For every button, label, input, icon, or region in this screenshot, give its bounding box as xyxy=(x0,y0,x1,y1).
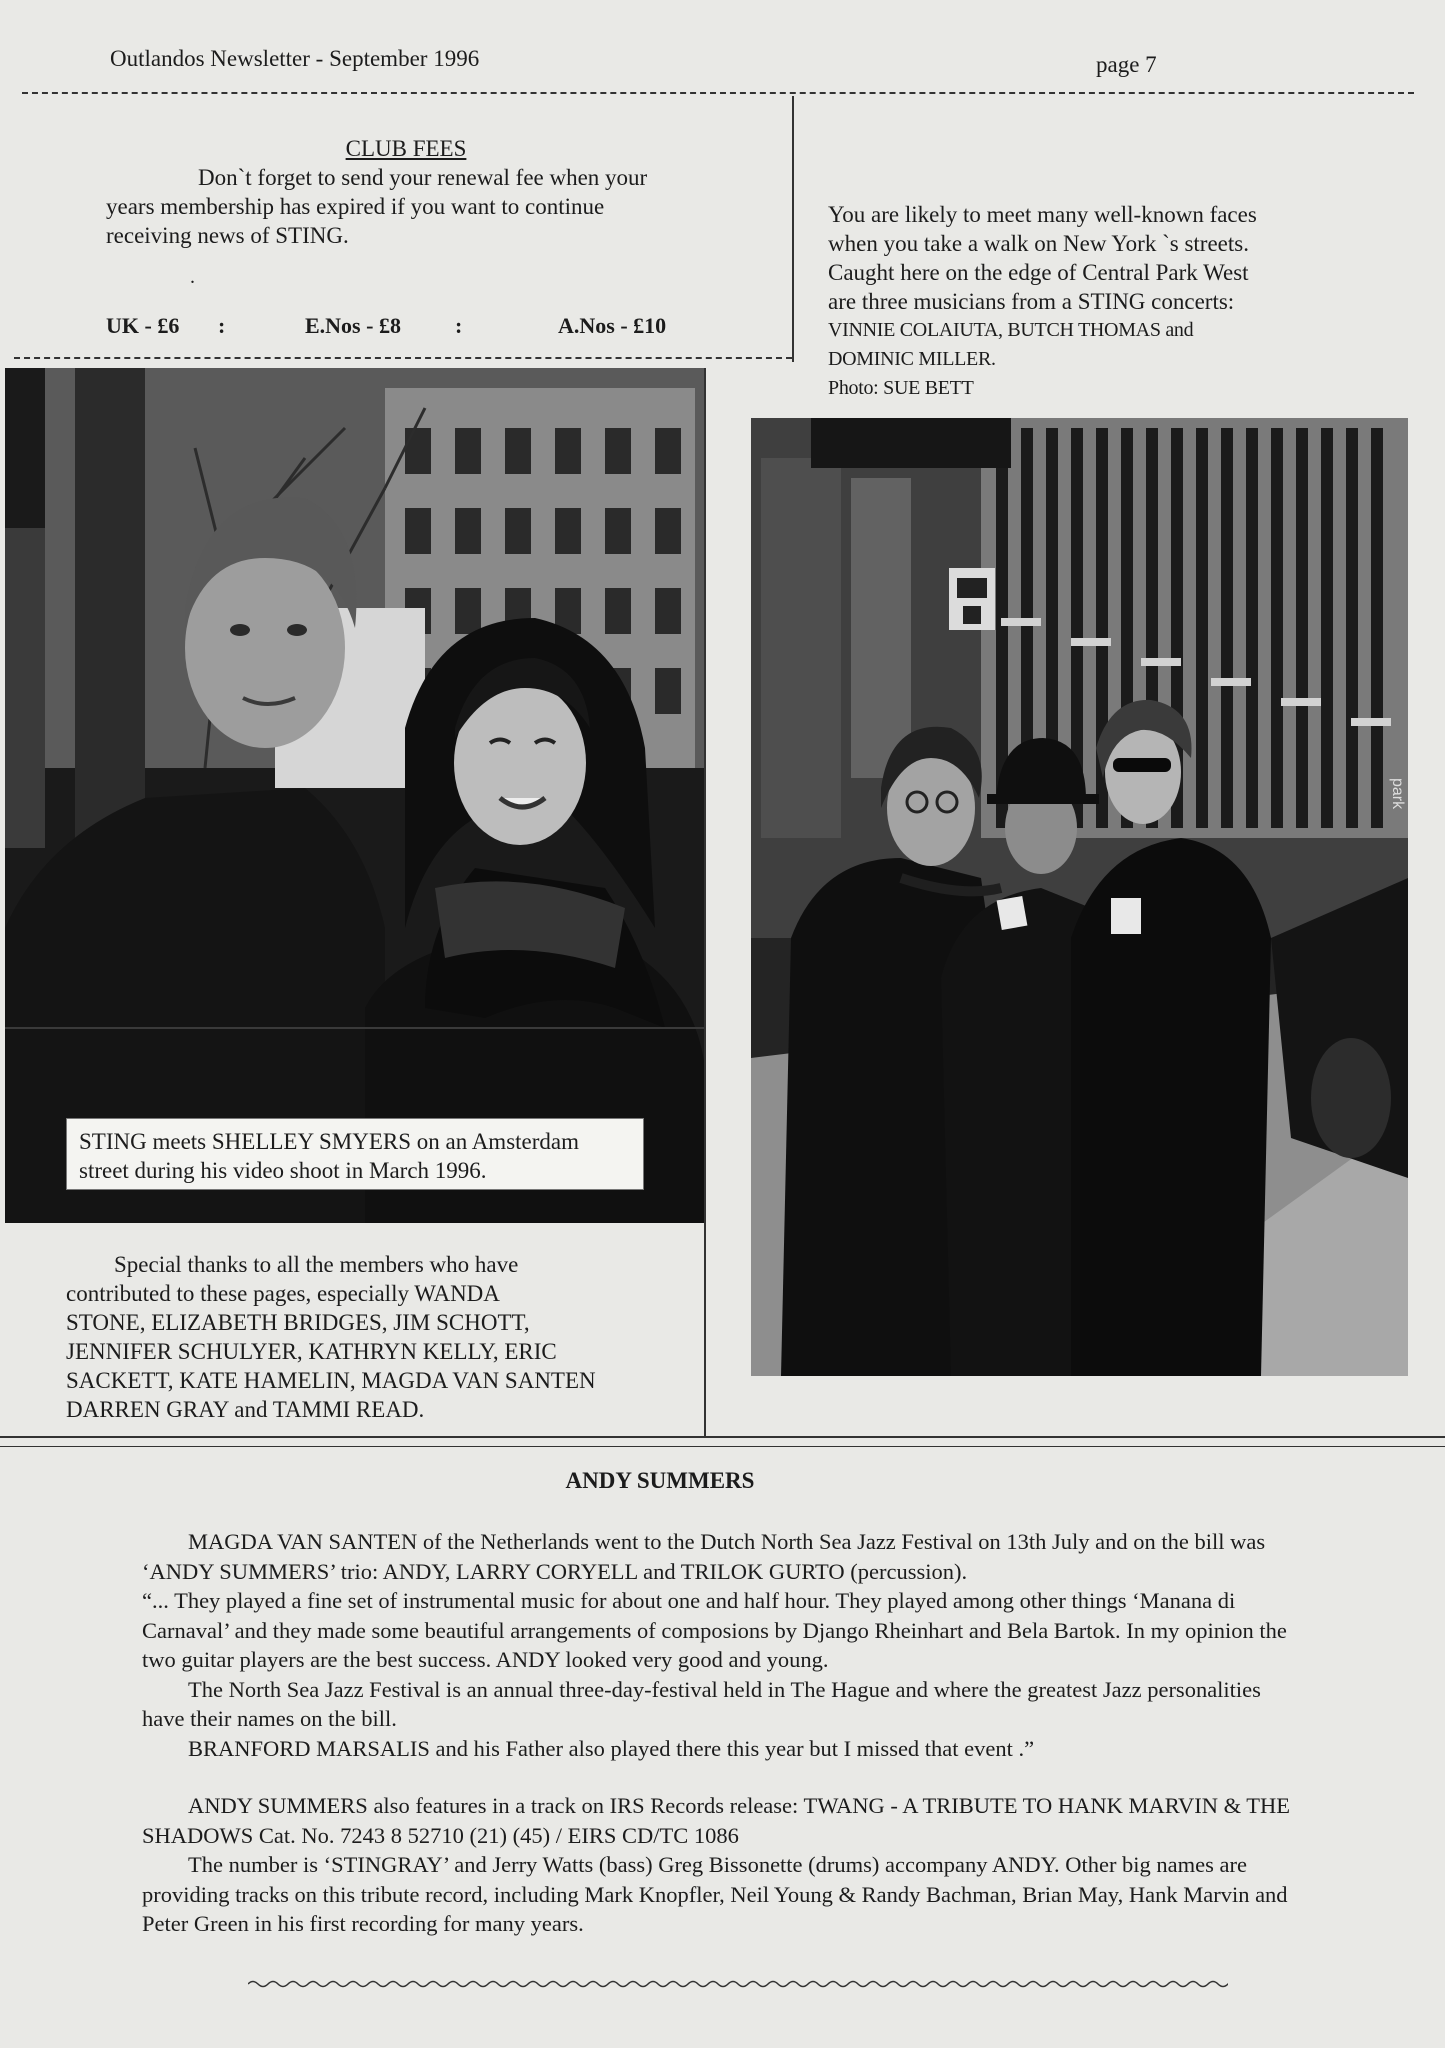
ny-caption-line-3: Caught here on the edge of Central Park West xyxy=(828,260,1249,285)
sting-caption-line-1: STING meets SHELLEY SMYERS on an Amsterdam xyxy=(79,1129,580,1154)
thanks-line-4: JENNIFER SCHULYER, KATHRYN KELLY, ERIC xyxy=(66,1339,557,1364)
article-paragraph-2: “... They played a fine set of instrumental music for about one and half hour. They played among other things ‘Manana di Carnaval’ and they made some beautiful arrangements of composions by Django Rheinhart and Bela Bartok. In my opinion the two guitar players are the best success. ANDY looked very good and young. xyxy=(142,1588,1287,1672)
article-paragraph-1: MAGDA VAN SANTEN of the Netherlands went to the Dutch North Sea Jazz Festival on 13th July and on the bill was ‘ANDY SUMMERS’ trio: ANDY, LARRY CORYELL and TRILOK GURTO (percussion). xyxy=(142,1529,1266,1584)
article-paragraph-3: The North Sea Jazz Festival is an annual three-day-festival held in The Hague and where the greatest Jazz personalities have their names on the bill. xyxy=(142,1676,1261,1731)
andy-summers-article xyxy=(142,1527,1299,1939)
thanks-line-3: STONE, ELIZABETH BRIDGES, JIM SCHOTT, xyxy=(66,1310,530,1335)
header-divider xyxy=(22,92,1414,94)
fee-separator-2: : xyxy=(455,313,463,338)
sting-photo-caption xyxy=(66,1118,644,1190)
sting-caption-line-2: street during his video shoot in March 1996. xyxy=(79,1158,487,1183)
photo-credit: Photo: SUE BETT xyxy=(828,377,974,399)
club-fees-bullet: . xyxy=(190,266,195,288)
article-paragraph-4: BRANFORD MARSALIS and his Father also played there this year but I missed that event .” xyxy=(188,1735,1035,1761)
club-fees-line-1: Don`t forget to send your renewal fee when your xyxy=(198,165,648,190)
ny-caption-names-2: DOMINIC MILLER. xyxy=(828,348,996,370)
article-paragraph-5: ANDY SUMMERS also features in a track on IRS Records release: TWANG - A TRIBUTE TO HANK MARVIN & THE SHADOWS Cat. No. 7243 8 52710 (21) (45) / EIRS CD/TC 1086 xyxy=(142,1793,1291,1848)
andy-summers-title: ANDY SUMMERS xyxy=(565,1468,755,1493)
club-fees-box xyxy=(106,134,706,250)
thanks-line-1: Special thanks to all the members who have xyxy=(114,1252,519,1277)
section-divider-2 xyxy=(0,1446,1445,1447)
ny-caption-line-1: You are likely to meet many well-known faces xyxy=(828,202,1257,227)
new-york-caption xyxy=(828,200,1338,403)
article-paragraph-6: The number is ‘STINGRAY’ and Jerry Watts (bass) Greg Bissonette (drums) accompany ANDY. Other big names are providing tracks on this tribute record, including Mark Knopfler, Neil Young & Randy Bachman, Brian May, Hank Marvin and Peter Green in his first recording for many years. xyxy=(142,1852,1288,1936)
fee-anos: A.Nos - £10 xyxy=(558,313,667,338)
club-fees-title: CLUB FEES xyxy=(345,136,467,161)
ny-caption-names-1: VINNIE COLAIUTA, BUTCH THOMAS and xyxy=(828,319,1194,341)
section-divider-1 xyxy=(0,1436,1445,1438)
special-thanks xyxy=(66,1250,666,1424)
top-column-divider xyxy=(792,96,794,362)
park-sign-text: park xyxy=(1389,778,1406,810)
new-york-musicians-photo xyxy=(751,418,1408,1376)
fee-enos: E.Nos - £8 xyxy=(305,313,401,338)
right-column-divider xyxy=(704,368,706,1438)
page-number: page 7 xyxy=(1096,52,1157,77)
ny-caption-line-4: are three musicians from a STING concerts: xyxy=(828,289,1235,314)
header-title: Outlandos Newsletter - September 1996 xyxy=(110,46,480,71)
thanks-line-2: contributed to these pages, especially WANDA xyxy=(66,1281,500,1306)
thanks-line-5: SACKETT, KATE HAMELIN, MAGDA VAN SANTEN xyxy=(66,1368,596,1393)
club-fees-line-2: years membership has expired if you want to continue xyxy=(106,194,605,219)
closing-wavy-rule xyxy=(248,1978,1228,1990)
club-fees-bottom-divider xyxy=(14,357,792,359)
fee-separator-1: : xyxy=(218,313,226,338)
fee-uk: UK - £6 xyxy=(106,313,180,338)
sting-amsterdam-photo xyxy=(5,368,705,1223)
club-fees-line-3: receiving news of STING. xyxy=(106,223,349,248)
thanks-line-6: DARREN GRAY and TAMMI READ. xyxy=(66,1397,425,1422)
ny-caption-line-2: when you take a walk on New York `s streets. xyxy=(828,231,1249,256)
